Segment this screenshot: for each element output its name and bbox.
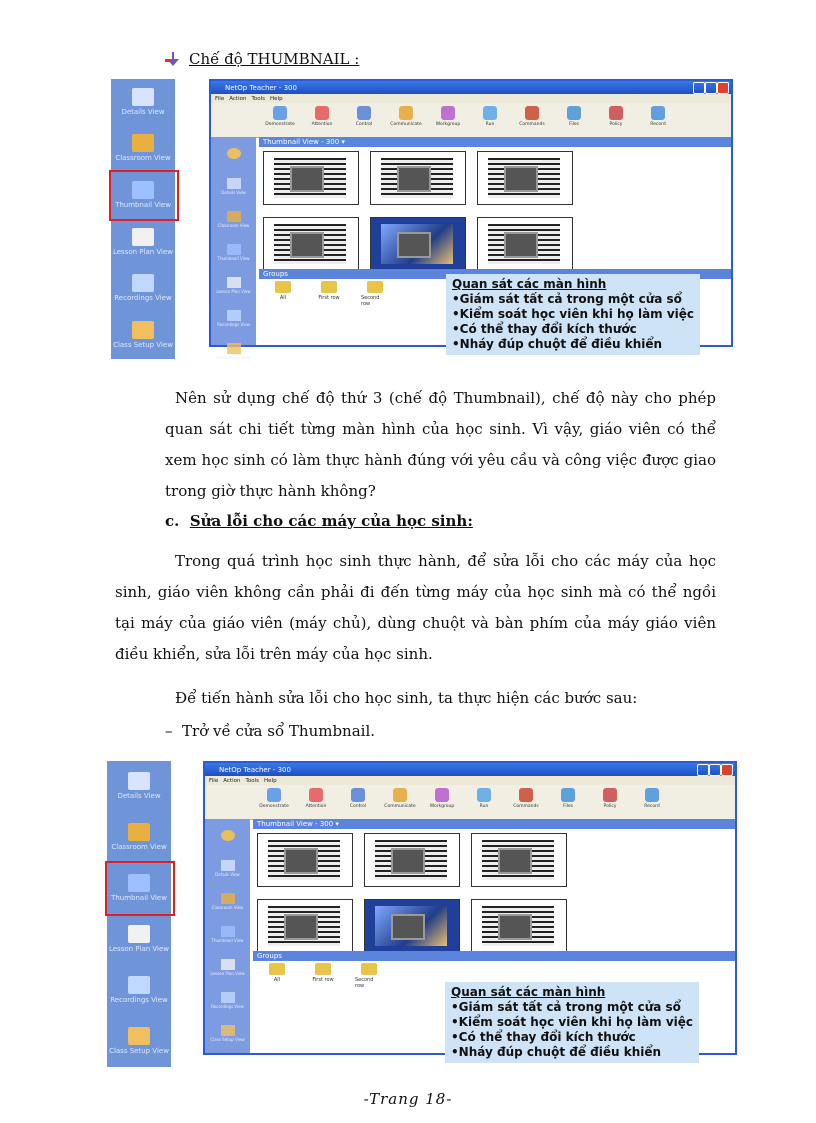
group-label: First row xyxy=(312,977,334,983)
close-icon[interactable] xyxy=(717,82,729,94)
menu-item[interactable]: File xyxy=(209,777,219,784)
view-icon xyxy=(221,992,235,1003)
toolbar-icon xyxy=(645,788,659,802)
view-panel-item[interactable] xyxy=(211,269,256,302)
group-label: Second row xyxy=(361,295,380,307)
toolbar-label: Attention xyxy=(305,804,327,809)
sidebar-item-label: Lesson Plan View xyxy=(112,247,174,256)
minimize-icon[interactable] xyxy=(693,82,705,94)
view-panel-item[interactable] xyxy=(205,918,250,951)
toolbar-button[interactable] xyxy=(429,103,467,127)
sidebar-item-label: Classroom View xyxy=(115,154,171,163)
groups-bar: Groups xyxy=(259,269,731,279)
view-panel xyxy=(211,137,256,360)
student-screen xyxy=(268,906,340,946)
toolbar-icon xyxy=(315,106,329,120)
toolbar-label: Commands xyxy=(519,122,545,127)
menu-item[interactable]: Help xyxy=(264,777,277,784)
bullet-text: Trở về cửa sổ Thumbnail. xyxy=(182,722,376,740)
sidebar-item-label: Lesson Plan View xyxy=(108,945,170,953)
view-panel-item[interactable] xyxy=(205,819,250,852)
view-icon xyxy=(128,1027,150,1045)
callout-box xyxy=(446,274,700,355)
toolbar-button[interactable] xyxy=(423,785,461,809)
menu-item[interactable]: Tools xyxy=(245,777,260,784)
view-icon xyxy=(128,925,150,943)
toolbar-icon xyxy=(351,788,365,802)
view-panel-item[interactable] xyxy=(211,302,256,335)
group-icon xyxy=(269,963,285,975)
student-screen xyxy=(488,224,560,264)
toolbar-label: Attention xyxy=(311,122,333,127)
group-item[interactable] xyxy=(269,281,297,307)
menu-bar xyxy=(205,776,735,785)
view-panel-item[interactable] xyxy=(211,335,256,368)
view-panel-item[interactable] xyxy=(211,170,256,203)
toolbar-label: Run xyxy=(485,122,495,127)
view-panel-label: Classroom View xyxy=(217,223,250,228)
toolbar-icon xyxy=(519,788,533,802)
toolbar-label: Communicate xyxy=(390,122,422,127)
view-panel-item[interactable] xyxy=(205,984,250,1017)
toolbar-icon xyxy=(609,106,623,120)
student-screen xyxy=(375,906,447,946)
sidebar-item[interactable] xyxy=(107,914,171,965)
toolbar-button[interactable] xyxy=(633,785,671,809)
callout-line: •Kiểm soát học viên khi họ làm việc xyxy=(451,1015,694,1029)
maximize-icon[interactable] xyxy=(709,764,721,776)
toolbar-button[interactable] xyxy=(555,103,593,127)
toolbar-label: Workgroup xyxy=(429,804,455,809)
menu-item[interactable]: Action xyxy=(223,777,241,784)
callout-line: •Nháy đúp chuột để điều khiển xyxy=(452,337,663,351)
sidebar-item-label: Recordings View xyxy=(110,996,168,1004)
toolbar-button[interactable] xyxy=(387,103,425,127)
heading-line xyxy=(165,50,359,68)
callout-box xyxy=(445,982,699,1063)
toolbar xyxy=(211,103,731,138)
sidebar-item-label: Recordings View xyxy=(114,294,172,303)
toolbar-icon xyxy=(435,788,449,802)
group-icon xyxy=(275,281,291,293)
toolbar-button[interactable] xyxy=(339,785,377,809)
group-item[interactable] xyxy=(355,963,383,989)
heading-text: Chế độ THUMBNAIL : xyxy=(189,50,360,68)
toolbar-label: Demonstrate xyxy=(259,804,289,809)
arrow-bullet-icon xyxy=(165,51,181,67)
toolbar-button[interactable] xyxy=(591,785,629,809)
view-icon xyxy=(221,860,235,871)
toolbar-icon xyxy=(483,106,497,120)
section-number: c. xyxy=(165,512,180,530)
sidebar-item-label: Details View xyxy=(117,792,161,800)
callout-title: Quan sát các màn hình xyxy=(451,985,606,999)
user-icon xyxy=(227,148,241,159)
menu-item[interactable]: Action xyxy=(229,95,247,102)
view-icon xyxy=(227,343,241,354)
highlight-box xyxy=(105,861,175,916)
view-icon xyxy=(227,310,241,321)
view-panel-item[interactable] xyxy=(205,1017,250,1050)
view-panel-label: Classroom View xyxy=(211,905,244,910)
window-title: NetOp Teacher - 300 xyxy=(219,765,291,774)
toolbar-label: Demonstrate xyxy=(265,122,295,127)
menu-bar xyxy=(211,94,731,103)
toolbar-button[interactable] xyxy=(255,785,293,809)
toolbar-icon xyxy=(393,788,407,802)
sidebar-item-label: Class Setup View xyxy=(113,341,173,350)
toolbar-icon xyxy=(477,788,491,802)
toolbar-label: Run xyxy=(479,804,489,809)
view-icon xyxy=(132,134,154,152)
sidebar-item[interactable] xyxy=(111,126,175,173)
menu-item[interactable]: Help xyxy=(270,95,283,102)
view-panel-item[interactable] xyxy=(205,951,250,984)
group-item[interactable] xyxy=(309,963,337,989)
paragraph-3: Để tiến hành sửa lỗi cho học sinh, ta thực hiện các bước sau: xyxy=(175,689,638,707)
student-thumbnail[interactable] xyxy=(257,833,353,887)
toolbar-label: Record xyxy=(650,122,666,127)
student-thumbnail[interactable] xyxy=(477,151,573,205)
student-thumbnail[interactable] xyxy=(263,217,359,271)
toolbar-icon xyxy=(357,106,371,120)
toolbar-button[interactable] xyxy=(513,103,551,127)
view-panel-label: Thumbnail View xyxy=(211,938,244,943)
view-icon xyxy=(132,228,154,246)
toolbar-icon xyxy=(267,788,281,802)
view-icon xyxy=(227,211,241,222)
toolbar-button[interactable] xyxy=(549,785,587,809)
highlight-box xyxy=(109,170,179,221)
toolbar-button[interactable] xyxy=(303,103,341,127)
view-icon xyxy=(227,277,241,288)
student-screen xyxy=(381,158,453,198)
toolbar-icon xyxy=(567,106,581,120)
group-label: Second row xyxy=(355,977,374,989)
view-panel-label: Class Setup View xyxy=(210,1037,245,1042)
view-panel-label: Details View xyxy=(215,872,240,877)
toolbar-label: Control xyxy=(349,804,367,809)
view-panel-label: Recordings View xyxy=(211,1004,244,1009)
group-item[interactable] xyxy=(315,281,343,307)
thumbnail-view-bar: Thumbnail View - 300 ▾ xyxy=(253,819,735,829)
view-panel-label: Details View xyxy=(221,190,246,195)
group-icon xyxy=(315,963,331,975)
toolbar-button[interactable] xyxy=(597,103,635,127)
toolbar-icon xyxy=(399,106,413,120)
toolbar-button[interactable] xyxy=(345,103,383,127)
window-titlebar xyxy=(211,81,731,94)
view-icon xyxy=(227,178,241,189)
view-icon xyxy=(132,274,154,292)
group-label: All xyxy=(279,295,287,301)
student-screen xyxy=(375,840,447,880)
view-panel-label: Lesson Plan View xyxy=(216,289,251,294)
callout-line: •Có thể thay đổi kích thước xyxy=(452,322,637,336)
close-icon[interactable] xyxy=(721,764,733,776)
view-panel-label: Recordings View xyxy=(217,322,250,327)
sidebar-item[interactable] xyxy=(107,761,171,812)
toolbar-label: Record xyxy=(644,804,660,809)
toolbar-label: Policy xyxy=(609,122,623,127)
sidebar-item[interactable] xyxy=(111,312,175,359)
toolbar-button[interactable] xyxy=(507,785,545,809)
view-panel-item[interactable] xyxy=(211,203,256,236)
toolbar-icon xyxy=(603,788,617,802)
student-screen xyxy=(482,906,554,946)
sidebar-item[interactable] xyxy=(107,1016,171,1067)
toolbar-label: Files xyxy=(563,804,573,809)
maximize-icon[interactable] xyxy=(705,82,717,94)
toolbar xyxy=(205,785,735,820)
page-footer: -Trang 18- xyxy=(363,1090,453,1108)
toolbar-button[interactable] xyxy=(261,103,299,127)
sidebar-item[interactable] xyxy=(107,965,171,1016)
bullet-item: – Trở về cửa sổ Thumbnail. xyxy=(165,722,376,740)
minimize-icon[interactable] xyxy=(697,764,709,776)
view-icon xyxy=(221,893,235,904)
view-panel-label: Class Setup View xyxy=(216,355,251,360)
group-item[interactable] xyxy=(361,281,389,307)
toolbar-icon xyxy=(525,106,539,120)
view-panel-item[interactable] xyxy=(211,137,256,170)
toolbar-icon xyxy=(561,788,575,802)
thumbnail-screenshot-2 xyxy=(107,761,737,1067)
thumbnail-view-bar: Thumbnail View - 300 ▾ xyxy=(259,137,731,147)
group-icon xyxy=(367,281,383,293)
toolbar-button[interactable] xyxy=(465,785,503,809)
toolbar-button[interactable] xyxy=(297,785,335,809)
view-icon xyxy=(128,823,150,841)
student-thumbnail[interactable] xyxy=(370,217,466,271)
toolbar-button[interactable] xyxy=(639,103,677,127)
toolbar-label: Communicate xyxy=(384,804,416,809)
student-thumbnail[interactable] xyxy=(477,217,573,271)
view-panel-label: Thumbnail View xyxy=(217,256,250,261)
group-item[interactable] xyxy=(263,963,291,989)
view-icon xyxy=(128,976,150,994)
view-icon xyxy=(132,321,154,339)
groups-list xyxy=(269,281,389,307)
view-panel-label: Lesson Plan View xyxy=(210,971,245,976)
student-thumbnail[interactable] xyxy=(370,151,466,205)
sidebar-item-label: Classroom View xyxy=(111,843,167,851)
student-screen xyxy=(274,158,346,198)
sidebar-item-label: Thumbnail View xyxy=(115,201,171,210)
toolbar-label: Commands xyxy=(513,804,539,809)
callout-line: •Kiểm soát học viên khi họ làm việc xyxy=(452,307,695,321)
callout-line: •Giám sát tất cả trong một cửa sổ xyxy=(451,1000,681,1014)
toolbar-button[interactable] xyxy=(471,103,509,127)
toolbar-label: Policy xyxy=(603,804,617,809)
toolbar-icon xyxy=(441,106,455,120)
group-label: First row xyxy=(318,295,340,301)
student-thumbnail[interactable] xyxy=(364,899,460,953)
view-icon xyxy=(128,772,150,790)
student-thumbnail[interactable] xyxy=(364,833,460,887)
callout-line: •Nháy đúp chuột để điều khiển xyxy=(451,1045,662,1059)
student-thumbnail[interactable] xyxy=(263,151,359,205)
toolbar-label: Workgroup xyxy=(435,122,461,127)
view-icon xyxy=(132,88,154,106)
toolbar-button[interactable] xyxy=(381,785,419,809)
menu-item[interactable]: Tools xyxy=(251,95,266,102)
user-icon xyxy=(221,830,235,841)
view-panel-item[interactable] xyxy=(205,852,250,885)
window-title: NetOp Teacher - 300 xyxy=(225,83,297,92)
view-icon xyxy=(221,959,235,970)
groups-list xyxy=(263,963,383,989)
menu-item[interactable]: File xyxy=(215,95,225,102)
student-thumbnail[interactable] xyxy=(257,899,353,953)
toolbar-label: Control xyxy=(355,122,373,127)
sidebar-item[interactable] xyxy=(111,219,175,266)
thumbnail-screenshot-1 xyxy=(111,79,731,359)
student-screen xyxy=(274,224,346,264)
groups-bar: Groups xyxy=(253,951,735,961)
sidebar-item-label: Thumbnail View xyxy=(111,894,167,902)
toolbar-icon xyxy=(651,106,665,120)
student-thumbnail[interactable] xyxy=(471,899,567,953)
sidebar-item-label: Class Setup View xyxy=(109,1047,169,1055)
student-screen xyxy=(482,840,554,880)
student-screen xyxy=(488,158,560,198)
section-c-heading xyxy=(165,512,473,530)
callout-line: •Giám sát tất cả trong một cửa sổ xyxy=(452,292,682,306)
group-icon xyxy=(361,963,377,975)
toolbar-icon xyxy=(309,788,323,802)
group-icon xyxy=(321,281,337,293)
paragraph-2: Trong quá trình học sinh thực hành, để sửa lỗi cho các máy của học sinh, giáo viên không cần phải đi đến từng máy của học sinh mà có thể ngồi tại máy của giáo viên (máy chủ), dùng chuột và bàn phím của máy giáo viên điều khiển, sửa lỗi trên máy của học sinh. xyxy=(115,552,716,663)
view-panel-item[interactable] xyxy=(205,885,250,918)
sidebar-item[interactable] xyxy=(111,79,175,126)
toolbar-label: Files xyxy=(569,122,579,127)
student-screen xyxy=(381,224,453,264)
section-label: Sửa lỗi cho các máy của học sinh: xyxy=(189,512,473,530)
view-panel xyxy=(205,819,250,1053)
group-label: All xyxy=(273,977,281,983)
view-panel-item[interactable] xyxy=(211,236,256,269)
window-titlebar xyxy=(205,763,735,776)
toolbar-icon xyxy=(273,106,287,120)
sidebar-item-label: Details View xyxy=(121,107,165,116)
callout-title: Quan sát các màn hình xyxy=(452,277,607,291)
sidebar-item[interactable] xyxy=(107,812,171,863)
view-icon xyxy=(221,1025,235,1036)
paragraph-1: Nên sử dụng chế độ thứ 3 (chế độ Thumbnail), chế độ này cho phép quan sát chi tiết từng màn hình của học sinh. Vì vậy, giáo viên có thể xem học sinh có làm thực hành đúng với yêu cầu và công việc được giao trong giờ thực hành không? xyxy=(165,389,716,500)
student-thumbnail[interactable] xyxy=(471,833,567,887)
view-icon xyxy=(221,926,235,937)
view-icon xyxy=(227,244,241,255)
student-screen xyxy=(268,840,340,880)
callout-line: •Có thể thay đổi kích thước xyxy=(451,1030,636,1044)
sidebar-item[interactable] xyxy=(111,266,175,313)
